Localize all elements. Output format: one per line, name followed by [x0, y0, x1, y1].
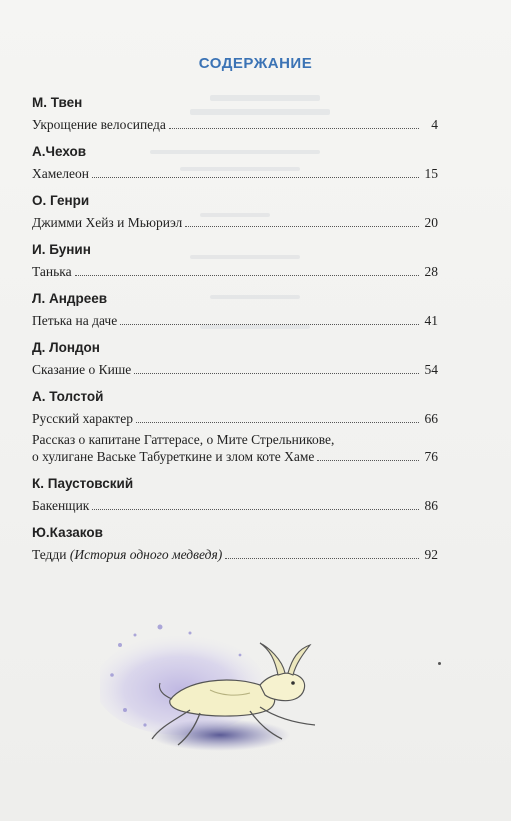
- story-title: Петька на даче: [32, 313, 118, 328]
- author-name: О. Генри: [32, 193, 90, 208]
- dot-leader: [92, 509, 419, 510]
- story-title: Русский характер: [32, 411, 133, 426]
- page-number: 20: [424, 215, 438, 230]
- author-name: Л. Андреев: [32, 291, 108, 306]
- story-subtitle: (История одного медведя): [69, 547, 223, 562]
- story-title-wrap: [32, 546, 222, 563]
- story-title: о хулигане Ваське Табуреткине и злом коте Хаме: [32, 449, 315, 464]
- dot-leader: [120, 324, 419, 325]
- story-title: Бакенщик: [32, 498, 90, 513]
- dot-leader: [225, 558, 419, 559]
- dot-leader: [75, 275, 419, 276]
- toc-entry: [32, 116, 438, 133]
- running-hare-illustration: [100, 615, 360, 765]
- author-name: А. Толстой: [32, 389, 104, 404]
- dot-leader: [136, 422, 419, 423]
- page-title: СОДЕРЖАНИЕ: [198, 55, 313, 72]
- dot-leader: [317, 460, 419, 461]
- toc-entry: [32, 312, 438, 329]
- page-number: 66: [424, 411, 438, 426]
- toc-entry: [32, 546, 438, 563]
- author-name: А.Чехов: [32, 144, 87, 159]
- toc-entry: [32, 263, 438, 280]
- author-name: Д. Лондон: [32, 340, 100, 355]
- story-title: Танька: [32, 264, 72, 279]
- story-title: Укрощение велосипеда: [32, 117, 166, 132]
- table-of-contents: [32, 95, 438, 567]
- story-title: Джимми Хейз и Мьюриэл: [32, 215, 183, 230]
- page-number: 76: [424, 449, 438, 464]
- toc-entry: [32, 361, 438, 378]
- page-number: 28: [424, 264, 438, 279]
- toc-entry: [32, 497, 438, 514]
- story-title-line-1: Рассказ о капитане Гаттерасе, о Мите Стрельникове,: [32, 432, 335, 447]
- page-number: 15: [424, 166, 438, 181]
- page-number: 86: [424, 498, 438, 513]
- story-title: Хамелеон: [32, 166, 89, 181]
- page-number: 54: [424, 362, 438, 377]
- page-number: 4: [431, 117, 438, 132]
- dot-leader: [134, 373, 419, 374]
- author-name: М. Твен: [32, 95, 83, 110]
- toc-entry: [32, 448, 438, 465]
- dot-leader: [169, 128, 419, 129]
- toc-entry: [32, 165, 438, 182]
- page-number: 92: [424, 547, 438, 562]
- dot-leader: [185, 226, 419, 227]
- story-title: Тедди: [32, 547, 67, 562]
- story-title: Сказание о Кише: [32, 362, 132, 377]
- dot-leader: [92, 177, 419, 178]
- toc-entry: [32, 410, 438, 427]
- author-name: И. Бунин: [32, 242, 91, 257]
- toc-entry: [32, 214, 438, 231]
- page-number: 41: [424, 313, 438, 328]
- author-name: Ю.Казаков: [32, 525, 103, 540]
- author-name: К. Паустовский: [32, 476, 134, 491]
- ground-shadow: [150, 719, 290, 751]
- ink-speck: [438, 662, 441, 665]
